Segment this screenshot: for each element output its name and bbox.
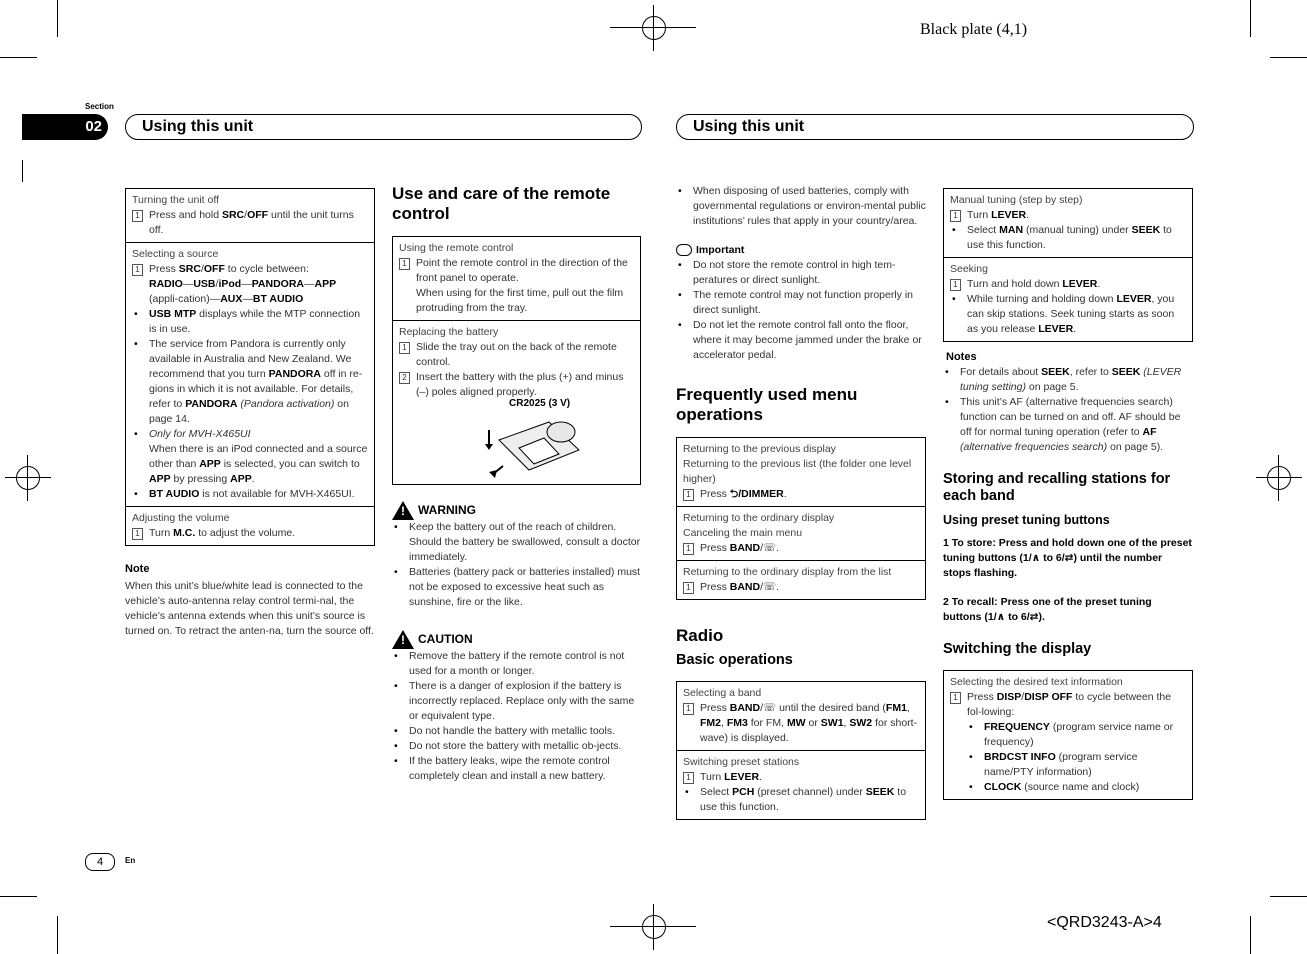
seeking-section: [944, 257, 1192, 341]
recall-step: 2 To recall: Press one of the preset tuning buttons (1/∧ to 6/⇄).: [943, 596, 1152, 623]
subsection-title: Using preset tuning buttons: [943, 513, 1110, 527]
registration-mark: [1256, 477, 1302, 478]
bullet-item: • Do not store the battery with metallic ob-jects.: [392, 739, 641, 754]
note-title: Note: [125, 563, 150, 575]
bullet-item: • There is a danger of explosion if the battery is incorrectly replaced. Replace only with the same or equivalent type.: [392, 679, 641, 724]
menu-operations-table: [676, 437, 926, 600]
select-source-section: [126, 242, 374, 506]
step: 1 Press DISP/DISP OFF to cycle between the fol-lowing:: [950, 690, 1186, 720]
step-number-icon: 1: [683, 543, 694, 555]
step: 1 Press ⮌/DIMMER.: [683, 487, 919, 502]
using-remote-section: [393, 237, 640, 320]
footer-code: <QRD3243-A>4: [1047, 914, 1162, 931]
section-caption: Canceling the main menu: [683, 527, 803, 539]
crop-mark: [1250, 0, 1251, 37]
step-number-icon: 1: [399, 342, 410, 354]
step: 2 Insert the battery with the plus (+) and minus (–) poles aligned properly.: [399, 370, 634, 400]
registration-mark: [642, 16, 666, 40]
section-caption: Returning to the previous list (the folder one level higher): [683, 458, 912, 485]
battery-label: CR2025 (3 V): [509, 398, 571, 409]
bullet-item: • Select PCH (preset channel) under SEEK to use this function.: [683, 785, 919, 815]
registration-mark: [5, 477, 51, 478]
replace-battery-section: [393, 320, 640, 484]
previous-display-section: [677, 438, 925, 506]
important-icon: [676, 244, 692, 256]
step: 1 Turn and hold down LEVER.: [950, 277, 1186, 292]
store-step: 1 To store: Press and hold down one of the preset tuning buttons (1/∧ to 6/⇄) until the number stops flashing.: [943, 537, 1192, 579]
bullet-item: • Do not let the remote control fall onto the floor, where it may become jammed under the brake or accelerator pedal.: [676, 318, 926, 363]
step: 1 Press SRC/OFF to cycle between: RADIO—USB/iPod—PANDORA—APP (appli-cation)—AUX—BT AUDIO: [132, 262, 368, 307]
bullet-item: • Keep the battery out of the reach of children. Should the battery be swallowed, consult a doctor immediately.: [392, 520, 641, 565]
phone-icon: ☏: [763, 702, 777, 714]
ordinary-display-list-section: [677, 560, 925, 599]
step-number-icon: 1: [683, 703, 694, 715]
page-header-left: Using this unit: [125, 114, 642, 140]
step-number-icon: 1: [950, 692, 961, 704]
section-caption: Switching preset stations: [683, 756, 800, 768]
column-3: [676, 184, 926, 820]
crop-mark: [1250, 916, 1251, 954]
section-caption: Replacing the battery: [399, 326, 499, 338]
phone-icon: ☏: [763, 542, 777, 554]
section-title: Frequently used menu operations: [676, 385, 858, 424]
battery-tray-icon: [479, 410, 599, 480]
caution-icon: !: [392, 630, 414, 649]
step: 1 Slide the tray out on the back of the remote control.: [399, 340, 634, 370]
subsection-title: Basic operations: [676, 652, 793, 668]
registration-mark: [1278, 455, 1279, 501]
section-caption: Using the remote control: [399, 242, 514, 254]
display-table: [943, 670, 1193, 800]
bullet-item: • Do not store the remote control in high tem-peratures or direct sunlight.: [676, 258, 926, 288]
column-1: [125, 188, 375, 639]
crop-mark: [57, 916, 58, 954]
step: 1 Press BAND/☏.: [683, 580, 919, 595]
step-number-icon: 1: [683, 582, 694, 594]
bullet-item: • This unit’s AF (alternative frequencies search) function can be turned on and off. AF should be off for normal tuning operation (refer to AF (alternative frequencies search) on page 5).: [943, 395, 1193, 455]
text-info-section: [944, 671, 1192, 799]
registration-mark: [653, 904, 654, 950]
language-code: En: [125, 856, 136, 865]
step-number-icon: 1: [683, 489, 694, 501]
step: 1 Press BAND/☏.: [683, 541, 919, 556]
crop-mark: [57, 0, 58, 37]
step: 1 Press BAND/☏ until the desired band (FM1, FM2, FM3 for FM, MW or SW1, SW2 for short-wave) is displayed.: [683, 701, 919, 746]
sub-bullet-item: • BRDCST INFO (program service name/PTY information): [950, 750, 1186, 780]
registration-mark: [1267, 466, 1291, 490]
crop-mark: [0, 57, 37, 58]
crop-mark: [1270, 57, 1307, 58]
back-icon: ⮌: [729, 488, 739, 500]
step-number-icon: 1: [950, 210, 961, 222]
section-caption: Turning the unit off: [132, 194, 219, 206]
section-title: Switching the display: [943, 641, 1092, 657]
turn-off-section: [126, 189, 374, 242]
warning-heading: ! WARNING: [392, 501, 641, 520]
manual-tuning-section: [944, 189, 1192, 257]
section-label: Section: [85, 102, 114, 111]
column-2: [392, 184, 641, 784]
step: 1 Press and hold SRC/OFF until the unit turns off.: [132, 208, 368, 238]
section-title: Radio: [676, 626, 724, 645]
section-caption: Selecting a band: [683, 687, 762, 699]
step-number-icon: 1: [683, 772, 694, 784]
section-caption: Returning to the previous display: [683, 443, 836, 455]
caution-heading: ! CAUTION: [392, 630, 641, 649]
bullet-item: • Remove the battery if the remote control is not used for a month or longer.: [392, 649, 641, 679]
bullet-item: • USB MTP displays while the MTP connection is in use.: [132, 307, 368, 337]
section-caption: Manual tuning (step by step): [950, 194, 1083, 206]
bullet-item: • Select MAN (manual tuning) under SEEK to use this function.: [950, 223, 1186, 253]
radio-table: [676, 681, 926, 820]
page-number: 4: [85, 853, 115, 871]
step-number-icon: 1: [132, 210, 143, 222]
registration-mark: [16, 466, 40, 490]
warning-icon: !: [392, 501, 414, 520]
note-text: When this unit’s blue/white lead is connected to the vehicle’s auto-antenna relay control termi-nal, the vehicle’s antenna extends when this unit’s source is turned on. To retract the anten-na, turn the source off.: [125, 580, 374, 637]
bullet-item: • Only for MVH-X465UI When there is an iPod connected and a source other than APP is selected, you can switch to APP by pressing APP.: [132, 427, 368, 487]
step: 1 Turn LEVER.: [683, 770, 919, 785]
sub-bullet-item: • CLOCK (source name and clock): [950, 780, 1186, 795]
registration-mark: [27, 455, 28, 501]
battery-illustration: [399, 400, 634, 480]
step-number-icon: 2: [399, 372, 410, 384]
step: 1 Turn LEVER.: [950, 208, 1186, 223]
bullet-item: • The remote control may not function properly in direct sunlight.: [676, 288, 926, 318]
select-band-section: [677, 682, 925, 750]
step: 1 Turn M.C. to adjust the volume.: [132, 526, 368, 541]
volume-section: [126, 506, 374, 545]
crop-mark: [0, 896, 37, 897]
plate-label: Black plate (4,1): [920, 21, 1028, 38]
step-number-icon: 1: [132, 528, 143, 540]
section-title: Storing and recalling stations for each band: [943, 471, 1171, 504]
section-caption: Selecting a source: [132, 248, 219, 260]
bullet-item: • When disposing of used batteries, comply with governmental regulations or environ-mental public institutions’ rules that apply in your country/area.: [676, 184, 926, 229]
section-number: 02: [22, 114, 108, 140]
step-number-icon: 1: [399, 258, 410, 270]
registration-mark: [642, 915, 666, 939]
registration-mark: [653, 5, 654, 51]
crop-mark: [22, 160, 23, 182]
step: 1 Point the remote control in the direction of the front panel to operate. When using for the first time, pull out the film protruding from the tray.: [399, 256, 634, 316]
crop-mark: [1270, 896, 1307, 897]
section-caption: Selecting the desired text information: [950, 676, 1123, 688]
sub-bullet-item: • FREQUENCY (program service name or frequency): [950, 720, 1186, 750]
phone-icon: ☏: [763, 581, 777, 593]
section-title: Use and care of the remote control: [392, 184, 611, 223]
notes-title: Notes: [946, 351, 977, 363]
remote-table: [392, 236, 641, 485]
tuning-table: [943, 188, 1193, 342]
bullet-item: • BT AUDIO is not available for MVH-X465UI.: [132, 487, 368, 502]
bullet-item: • Batteries (battery pack or batteries installed) must not be exposed to excessive heat such as sunshine, fire or the like.: [392, 565, 641, 610]
section-caption: Seeking: [950, 263, 988, 275]
ordinary-display-section: [677, 506, 925, 560]
step-number-icon: 1: [132, 264, 143, 276]
bullet-item: • For details about SEEK, refer to SEEK (LEVER tuning setting) on page 5.: [943, 365, 1193, 395]
operation-table: [125, 188, 375, 546]
page-header-right: Using this unit: [676, 114, 1194, 140]
section-caption: Returning to the ordinary display: [683, 512, 835, 524]
important-heading: Important: [676, 243, 926, 258]
step-number-icon: 1: [950, 279, 961, 291]
bullet-item: • While turning and holding down LEVER, you can skip stations. Seek tuning starts as soon as you release LEVER.: [950, 292, 1186, 337]
bullet-item: • If the battery leaks, wipe the remote control completely clean and install a new battery.: [392, 754, 641, 784]
section-caption: Returning to the ordinary display from the list: [683, 566, 892, 578]
column-4: [943, 188, 1193, 800]
bullet-item: • Do not handle the battery with metallic tools.: [392, 724, 641, 739]
preset-stations-section: [677, 750, 925, 819]
bullet-item: • The service from Pandora is currently only available in Australia and New Zealand. We recommend that you turn PANDORA off in re-gions in which it is not available. For details, refer to PANDORA (Pandora activation) on page 14.: [132, 337, 368, 427]
section-caption: Adjusting the volume: [132, 512, 230, 524]
